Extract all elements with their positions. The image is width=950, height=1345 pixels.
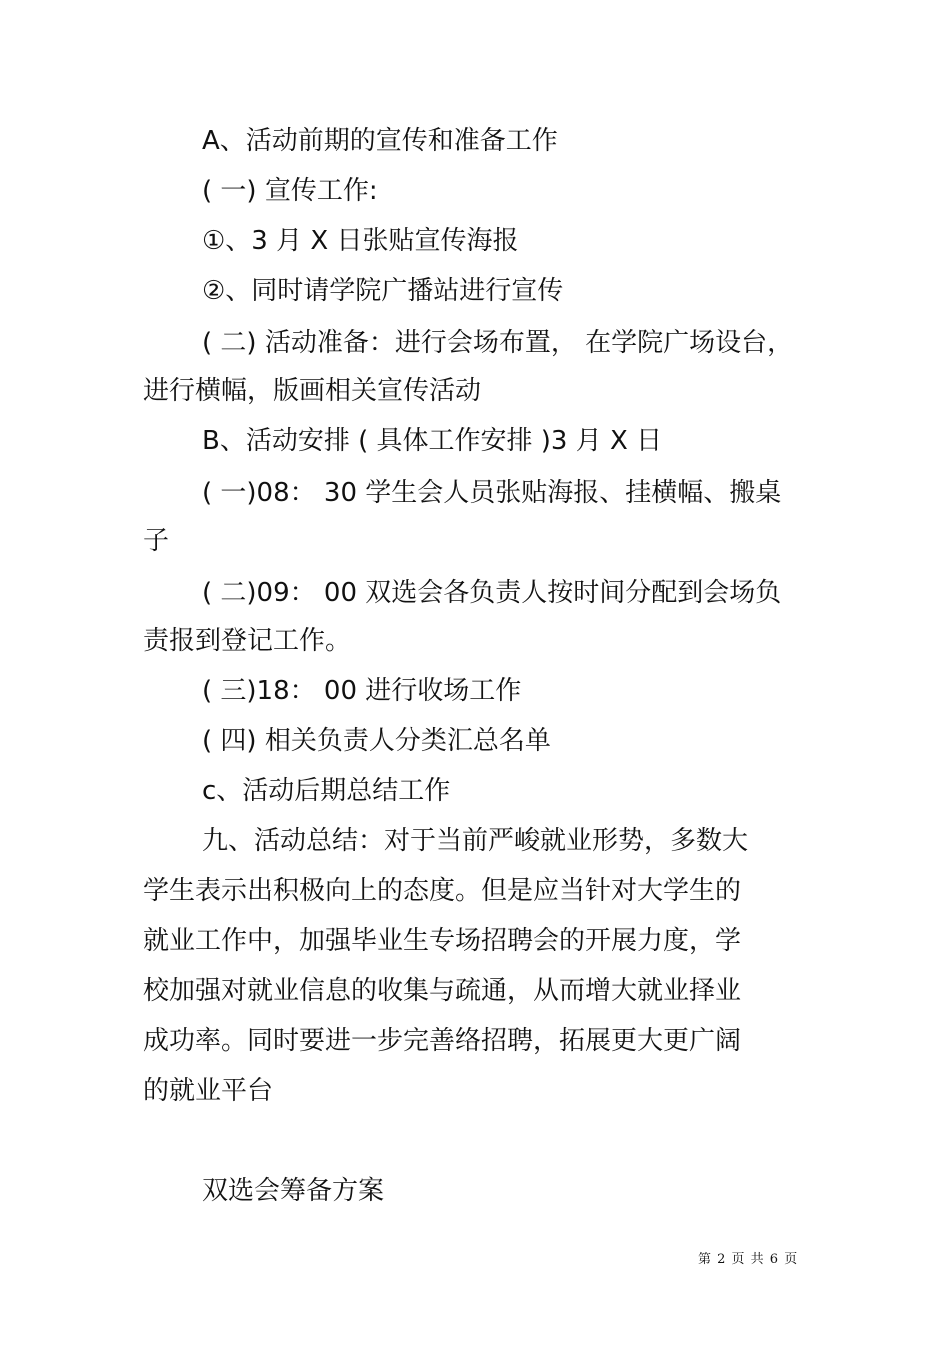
paragraph: ( 三)18： 00 进行收场工作 [202, 676, 522, 706]
paragraph: ( 一)08： 30 学生会人员张贴海报、挂横幅、搬桌 [202, 478, 782, 508]
page-footer: 第 2 页 共 6 页 [698, 1252, 799, 1267]
paragraph-continuation: 就业工作中，加强毕业生专场招聘会的开展力度，学 [143, 926, 742, 956]
paragraph: A、活动前期的宣传和准备工作 [202, 126, 558, 156]
paragraph: ①、3 月 X 日张贴宣传海报 [202, 226, 519, 256]
paragraph: 九、活动总结：对于当前严峻就业形势，多数大 [202, 826, 749, 856]
paragraph-continuation: 校加强对就业信息的收集与疏通，从而增大就业择业 [143, 976, 742, 1006]
paragraph: ( 二)09： 00 双选会各负责人按时间分配到会场负 [202, 578, 782, 608]
paragraph: ( 一) 宣传工作: [202, 176, 378, 206]
paragraph-continuation: 进行横幅，版画相关宣传活动 [143, 376, 482, 406]
paragraph: B、活动安排 ( 具体工作安排 )3 月 X 日 [202, 426, 663, 456]
section-heading: 双选会筹备方案 [202, 1176, 385, 1206]
paragraph: ②、同时请学院广播站进行宣传 [202, 276, 564, 306]
paragraph-continuation: 的就业平台 [143, 1076, 274, 1106]
paragraph: ( 四) 相关负责人分类汇总名单 [202, 726, 551, 756]
paragraph-continuation: 责报到登记工作。 [143, 626, 352, 656]
paragraph-continuation: 学生表示出积极向上的态度。但是应当针对大学生的 [143, 876, 742, 906]
paragraph-continuation: 成功率。同时要进一步完善络招聘，拓展更大更广阔 [143, 1026, 742, 1056]
paragraph: c、活动后期总结工作 [202, 776, 451, 806]
paragraph: ( 二) 活动准备：进行会场布置， 在学院广场设台， [202, 328, 794, 358]
paragraph-continuation: 子 [143, 526, 170, 556]
